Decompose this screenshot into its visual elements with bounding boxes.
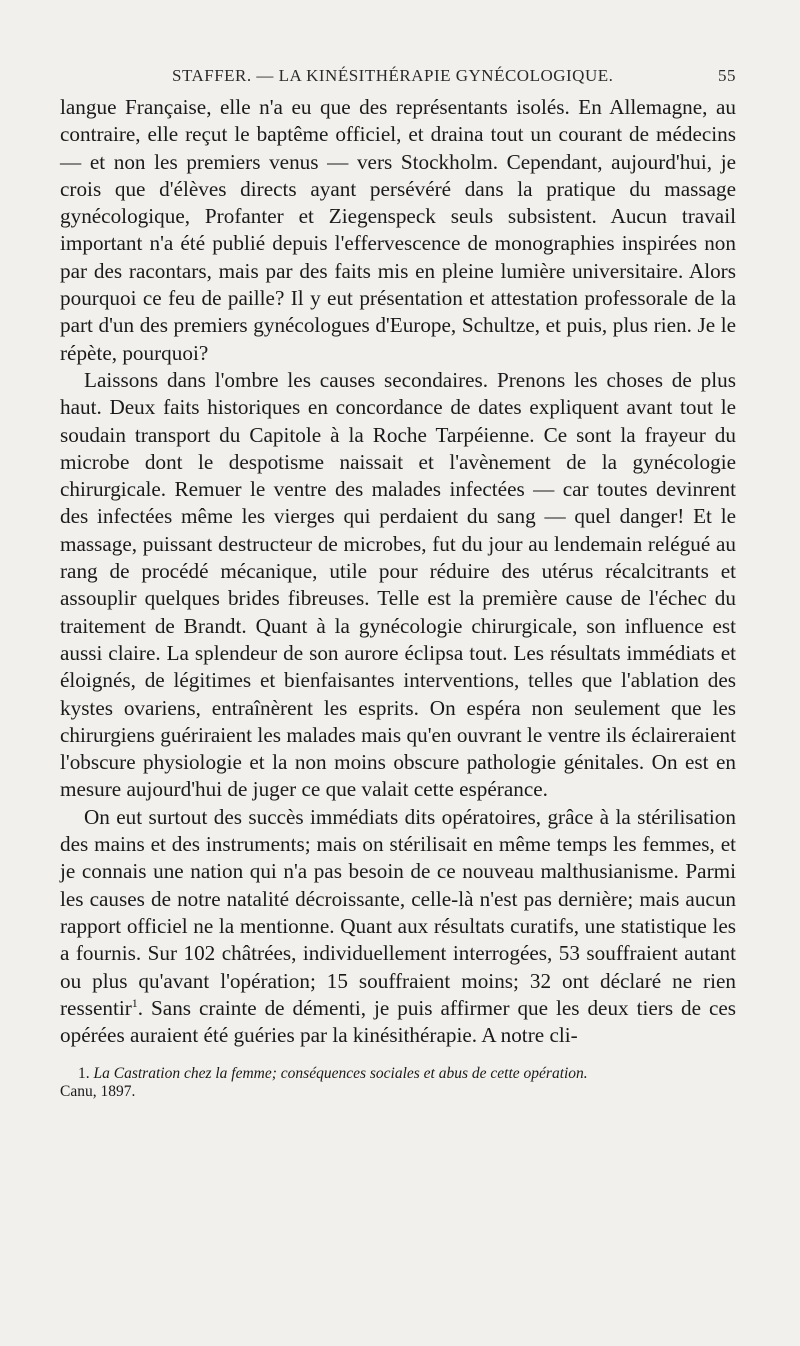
page-number: 55: [718, 66, 736, 85]
paragraph-3-text: On eut surtout des succès immédiats dits opératoires, grâce à la stérilisation des mains et des instruments; mais on stérilisait en même temps les femmes, et je connais une nation qui n'a pas besoin de ce nouveau malthusianisme. Parmi les causes de notre natalité décroissante, celle-là n'est pas dernière; mais aucun rapport officiel ne la mentionne. Quant aux résultats curatifs, une statistique les a fournis. Sur 102 châtrées, individuellement interrogées, 53 souffraient autant ou plus qu'avant l'opération; 15 souffraient moins; 32 ont déclaré ne rien ressentir: [60, 804, 736, 1020]
paragraph-3: [60, 804, 736, 1050]
page: [60, 60, 736, 1101]
running-head-title: STAFFER. — LA KINÉSITHÉRAPIE GYNÉCOLOGIQUE.: [172, 66, 614, 85]
footnote-title: La Castration chez la femme; conséquences sociales et abus de cette opération.: [93, 1065, 588, 1083]
paragraph-1: [60, 94, 736, 367]
paragraph-1-text: langue Française, elle n'a eu que des représentants isolés. En Allemagne, au contraire, elle reçut le baptême officiel, et draina tout un courant de médecins — et non les premiers venus — vers Stockholm. Cependant, aujourd'hui, je crois que d'élèves directs ayant persévéré dans la pratique du massage gynécologique, Profanter et Ziegenspeck seuls subsistent. Aucun travail important n'a été publié depuis l'effervescence de monographies inspirées non par des racontars, mais par des faits mis en pleine lumière universitaire. Alors pourquoi ce feu de paille? Il y eut présentation et attestation professorale de la part d'un des premiers gynécologues d'Europe, Schultze, et puis, plus rien. Je le répète, pourquoi?: [60, 95, 736, 365]
paragraph-3-text-after: . Sans crainte de démenti, je puis affirmer que les deux tiers de ces opérées auraient été guéries par la kinésithérapie. A notre cli-: [60, 995, 736, 1048]
footnote-publisher: Canu, 1897.: [60, 1083, 136, 1101]
footnote: [60, 1065, 736, 1101]
running-head: [60, 60, 736, 90]
paragraph-2-text: Laissons dans l'ombre les causes secondaires. Prenons les choses de plus haut. Deux faits historiques en concordance de dates expliquent avant tout le soudain transport du Capitole à la Roche Tarpéienne. Ce sont la frayeur du microbe dont le despotisme naissait et l'avènement de la gynécologie chirurgicale. Remuer le ventre des malades infectées — car toutes devinrent des infectées même les vierges qui perdaient du sang — quel danger! Et le massage, puissant destructeur de microbes, fut du jour au lendemain relégué au rang de procédé mécanique, utile pour réduire des utérus récalcitrants et assouplir quelques brides fibreuses. Telle est la première cause de l'échec du traitement de Brandt. Quant à la gynécologie chirurgicale, son influence est aussi claire. La splendeur de son aurore éclipsa tout. Les résultats immédiats et éloignés, de légitimes et bienfaisantes interventions, telles que l'ablation des kystes ovariens, entraînèrent les esprits. On espéra non seulement que les chirurgiens guériraient les malades mais qu'en ouvrant le ventre ils éclaireraient l'obscure physiologie et la non moins obscure pathologie génitales. On est en mesure aujourd'hui de juger ce que valait cette espérance.: [60, 367, 736, 802]
footnote-marker[interactable]: 1: [131, 995, 138, 1010]
footnote-number: 1.: [78, 1065, 90, 1083]
body-text: [60, 94, 736, 1049]
paragraph-2: [60, 367, 736, 804]
